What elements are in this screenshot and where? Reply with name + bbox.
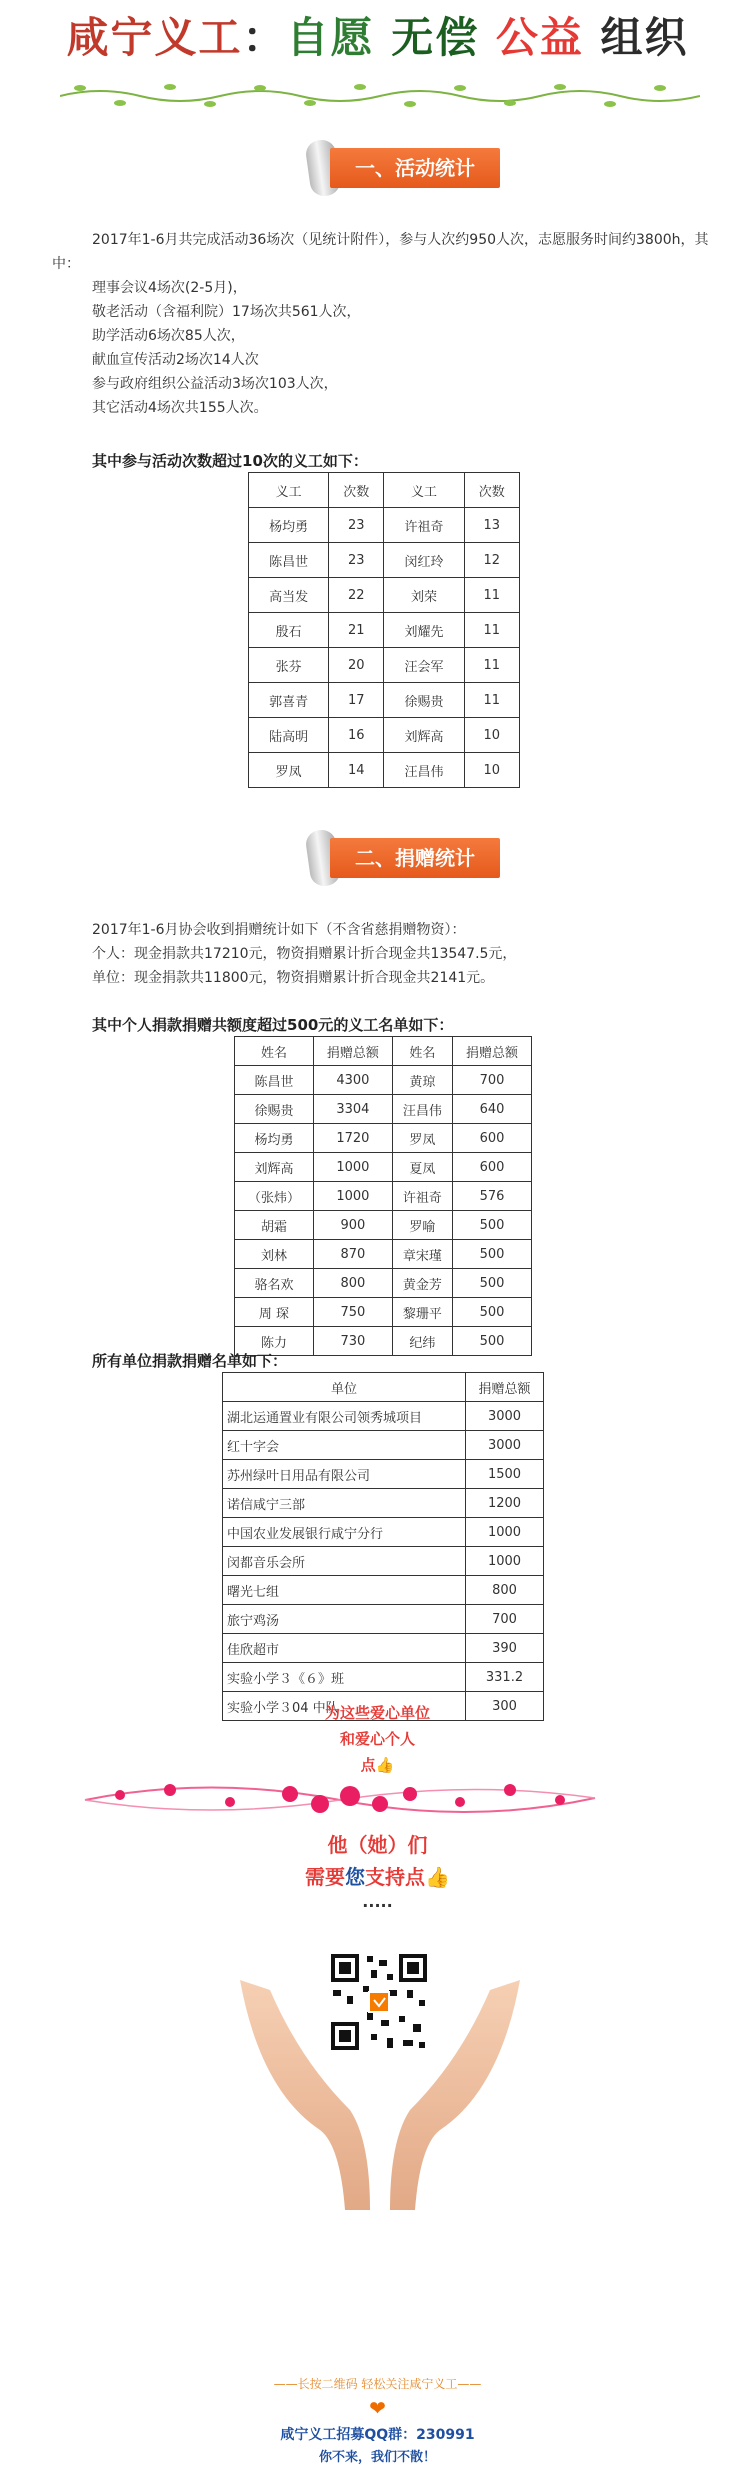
table-cell: 700	[466, 1605, 544, 1634]
table-header: 捐赠总额	[466, 1373, 544, 1402]
table-cell: 汪会军	[384, 648, 464, 683]
table-cell: 湖北运通置业有限公司领秀城项目	[223, 1402, 466, 1431]
table-cell: （张炜）	[235, 1182, 314, 1211]
donation-line: 2017年1-6月协会收到捐赠统计如下（不含省慈捐赠物资）：	[92, 922, 466, 938]
table-header: 姓名	[392, 1037, 452, 1066]
table-row	[235, 1066, 532, 1095]
table-cell: 3000	[466, 1431, 544, 1460]
table-row	[249, 613, 520, 648]
table-cell: 汪昌伟	[384, 753, 464, 788]
table-cell: 汪昌伟	[392, 1095, 452, 1124]
activity-table-body	[249, 508, 520, 788]
table-row	[249, 648, 520, 683]
heart-icon: ❤	[369, 2396, 386, 2420]
table-cell: 3000	[466, 1402, 544, 1431]
table-cell: 杨均勇	[249, 508, 329, 543]
table-header: 单位	[223, 1373, 466, 1402]
table-cell: 640	[453, 1095, 532, 1124]
table-row	[223, 1402, 544, 1431]
table-cell: 17	[329, 683, 384, 718]
table-cell: 周 琛	[235, 1298, 314, 1327]
table-cell: 300	[466, 1692, 544, 1721]
table-cell: 旅宁鸡汤	[223, 1605, 466, 1634]
vine-divider-icon	[60, 78, 700, 108]
scan-hint: ——长按二维码 轻松关注咸宁义工——	[273, 2377, 482, 2391]
callout-need: 需要	[305, 1865, 346, 1889]
table-row	[235, 1211, 532, 1240]
table-cell: 730	[313, 1327, 392, 1356]
table-cell: 实验小学３04 中队	[223, 1692, 466, 1721]
table-row	[235, 1182, 532, 1211]
table-cell: 11	[464, 578, 519, 613]
table-cell: 殷石	[249, 613, 329, 648]
person-donation-table	[234, 1036, 532, 1356]
table-row	[223, 1489, 544, 1518]
table-cell: 16	[329, 718, 384, 753]
title-part-3: 自愿	[286, 13, 375, 62]
section-activity-header	[300, 140, 500, 190]
callout-line-1: 为这些爱心单位	[324, 1704, 430, 1722]
title-part-4: 无偿	[391, 13, 480, 62]
table-header: 捐赠总额	[313, 1037, 392, 1066]
table-cell: 刘林	[235, 1240, 314, 1269]
table-cell: 1000	[313, 1153, 392, 1182]
callout-dots: .....	[362, 1892, 393, 1911]
callout-line-2: 和爱心个人	[339, 1730, 415, 1748]
table-cell: 闵都音乐会所	[223, 1547, 466, 1576]
activity-summary	[52, 228, 712, 420]
table-cell: 3304	[313, 1095, 392, 1124]
table-cell: 1000	[466, 1547, 544, 1576]
title-part-6: 组织	[600, 13, 689, 62]
qr-code-icon[interactable]	[327, 1950, 431, 2054]
table-cell: 骆名欢	[235, 1269, 314, 1298]
table-cell: 11	[464, 648, 519, 683]
table-cell: 刘辉高	[235, 1153, 314, 1182]
activity-item: 参与政府组织公益活动3场次103人次，	[92, 376, 338, 392]
callout-line-4: 他（她）们	[327, 1833, 428, 1857]
table-cell: 徐赐贵	[235, 1095, 314, 1124]
unit-table-body	[223, 1402, 544, 1721]
table-row	[223, 1576, 544, 1605]
table-cell: 1720	[313, 1124, 392, 1153]
table-cell: 1500	[466, 1460, 544, 1489]
table-row	[223, 1663, 544, 1692]
table-row	[249, 753, 520, 788]
title-part-2: ：	[242, 13, 287, 62]
table-cell: 郭喜青	[249, 683, 329, 718]
table-cell: 23	[329, 508, 384, 543]
table-row	[223, 1518, 544, 1547]
title-part-5: 公益	[495, 13, 584, 62]
table-cell: 21	[329, 613, 384, 648]
table-cell: 夏凤	[392, 1153, 452, 1182]
table-cell: 870	[313, 1240, 392, 1269]
activity-item: 献血宣传活动2场次14人次	[92, 352, 259, 368]
table-row	[235, 1153, 532, 1182]
table-cell: 500	[453, 1298, 532, 1327]
table-row	[249, 578, 520, 613]
table-cell: 500	[453, 1240, 532, 1269]
table-header: 姓名	[235, 1037, 314, 1066]
table-cell: 800	[466, 1576, 544, 1605]
table-cell: 11	[464, 683, 519, 718]
donation-line: 个人：现金捐款共17210元，物资捐赠累计折合现金共13547.5元，	[92, 946, 517, 962]
table-cell: 12	[464, 543, 519, 578]
table-cell: 10	[464, 753, 519, 788]
table-cell: 576	[453, 1182, 532, 1211]
table-cell: 750	[313, 1298, 392, 1327]
table-cell: 刘辉高	[384, 718, 464, 753]
table-cell: 4300	[313, 1066, 392, 1095]
callout-line-3: 点👍	[360, 1756, 395, 1774]
table-cell: 陈力	[235, 1327, 314, 1356]
table-cell: 23	[329, 543, 384, 578]
table-cell: 11	[464, 613, 519, 648]
person-table-body	[235, 1066, 532, 1356]
activity-item: 理事会议4场次(2-5月)，	[92, 280, 247, 296]
table-cell: 390	[466, 1634, 544, 1663]
table-cell: 13	[464, 508, 519, 543]
section-donation-header	[300, 830, 500, 880]
table-cell: 许祖奇	[384, 508, 464, 543]
section-donation-label: 二、捐赠统计	[330, 838, 500, 878]
slogan: 你不来，我们不散！	[318, 2450, 436, 2465]
table-cell: 陆高明	[249, 718, 329, 753]
table-row	[223, 1634, 544, 1663]
table-cell: 600	[453, 1124, 532, 1153]
table-cell: 曙光七组	[223, 1576, 466, 1605]
table-row	[235, 1095, 532, 1124]
table-header-row	[235, 1037, 532, 1066]
callout-line-5	[0, 1862, 755, 1892]
table-header: 义工	[384, 473, 464, 508]
table-cell: 黄金芳	[392, 1269, 452, 1298]
table-cell: 700	[453, 1066, 532, 1095]
table-row	[249, 718, 520, 753]
callout-you: 您	[345, 1865, 366, 1889]
table-cell: 600	[453, 1153, 532, 1182]
table-row	[249, 543, 520, 578]
activity-intro: 2017年1-6月共完成活动36场次（见统计附件），参与人次约950人次，志愿服务时间约3800h，其中：	[52, 232, 709, 272]
table-header-row	[249, 473, 520, 508]
table-header: 义工	[249, 473, 329, 508]
rose-garland-icon	[80, 1770, 600, 1820]
title-part-1: 咸宁义工	[66, 13, 243, 62]
page-title	[0, 8, 755, 68]
table-cell: 800	[313, 1269, 392, 1298]
activity-item: 其它活动4场次共155人次。	[92, 400, 268, 416]
table-row	[235, 1240, 532, 1269]
table-row	[235, 1269, 532, 1298]
unit-donation-table	[222, 1372, 544, 1721]
table-header: 次数	[464, 473, 519, 508]
activity-table	[248, 472, 520, 788]
table-header: 次数	[329, 473, 384, 508]
callout-support: 支持点👍	[365, 1865, 450, 1889]
table-cell: 苏州绿叶日用品有限公司	[223, 1460, 466, 1489]
table-cell: 1000	[466, 1518, 544, 1547]
table-row	[223, 1605, 544, 1634]
table-cell: 900	[313, 1211, 392, 1240]
table-cell: 10	[464, 718, 519, 753]
table-header: 捐赠总额	[453, 1037, 532, 1066]
unit-table-title: 所有单位捐款捐赠名单如下：	[92, 1352, 288, 1370]
donation-summary	[92, 918, 712, 990]
table-row	[223, 1431, 544, 1460]
table-cell: 闵红玲	[384, 543, 464, 578]
table-cell: 刘荣	[384, 578, 464, 613]
table-cell: 1000	[313, 1182, 392, 1211]
table-cell: 纪纬	[392, 1327, 452, 1356]
table-cell: 张芬	[249, 648, 329, 683]
table-cell: 许祖奇	[392, 1182, 452, 1211]
table-row	[235, 1298, 532, 1327]
activity-item: 敬老活动（含福利院）17场次共561人次，	[92, 304, 361, 320]
table-cell: 徐赐贵	[384, 683, 464, 718]
table-cell: 佳欣超市	[223, 1634, 466, 1663]
donation-line: 单位：现金捐款共11800元，物资捐赠累计折合现金共2141元。	[92, 970, 495, 986]
table-cell: 500	[453, 1269, 532, 1298]
table-cell: 中国农业发展银行咸宁分行	[223, 1518, 466, 1547]
table-cell: 500	[453, 1327, 532, 1356]
table-cell: 20	[329, 648, 384, 683]
table-cell: 陈昌世	[235, 1066, 314, 1095]
table-cell: 胡霜	[235, 1211, 314, 1240]
table-cell: 诺信咸宁三部	[223, 1489, 466, 1518]
table-cell: 黄琼	[392, 1066, 452, 1095]
table-cell: 黎珊平	[392, 1298, 452, 1327]
qq-group: 咸宁义工招募QQ群：230991	[280, 2427, 475, 2443]
table-cell: 331.2	[466, 1663, 544, 1692]
table-cell: 实验小学３《６》班	[223, 1663, 466, 1692]
table-cell: 刘耀先	[384, 613, 464, 648]
table-row	[223, 1460, 544, 1489]
section-activity-label: 一、活动统计	[330, 148, 500, 188]
table-cell: 章宋瑾	[392, 1240, 452, 1269]
table-cell: 1200	[466, 1489, 544, 1518]
table-cell: 罗喻	[392, 1211, 452, 1240]
table-row	[249, 508, 520, 543]
person-table-title: 其中个人捐款捐赠共额度超过500元的义工名单如下：	[92, 1016, 454, 1034]
table-cell: 罗凤	[249, 753, 329, 788]
table-cell: 杨均勇	[235, 1124, 314, 1153]
table-row	[235, 1124, 532, 1153]
table-cell: 14	[329, 753, 384, 788]
table-cell: 500	[453, 1211, 532, 1240]
table-header-row	[223, 1373, 544, 1402]
table-row	[249, 683, 520, 718]
table-cell: 陈昌世	[249, 543, 329, 578]
table-cell: 高当发	[249, 578, 329, 613]
activity-table-title: 其中参与活动次数超过10次的义工如下：	[92, 452, 368, 470]
activity-item: 助学活动6场次85人次，	[92, 328, 245, 344]
table-cell: 罗凤	[392, 1124, 452, 1153]
table-row	[223, 1547, 544, 1576]
table-cell: 22	[329, 578, 384, 613]
table-cell: 红十字会	[223, 1431, 466, 1460]
